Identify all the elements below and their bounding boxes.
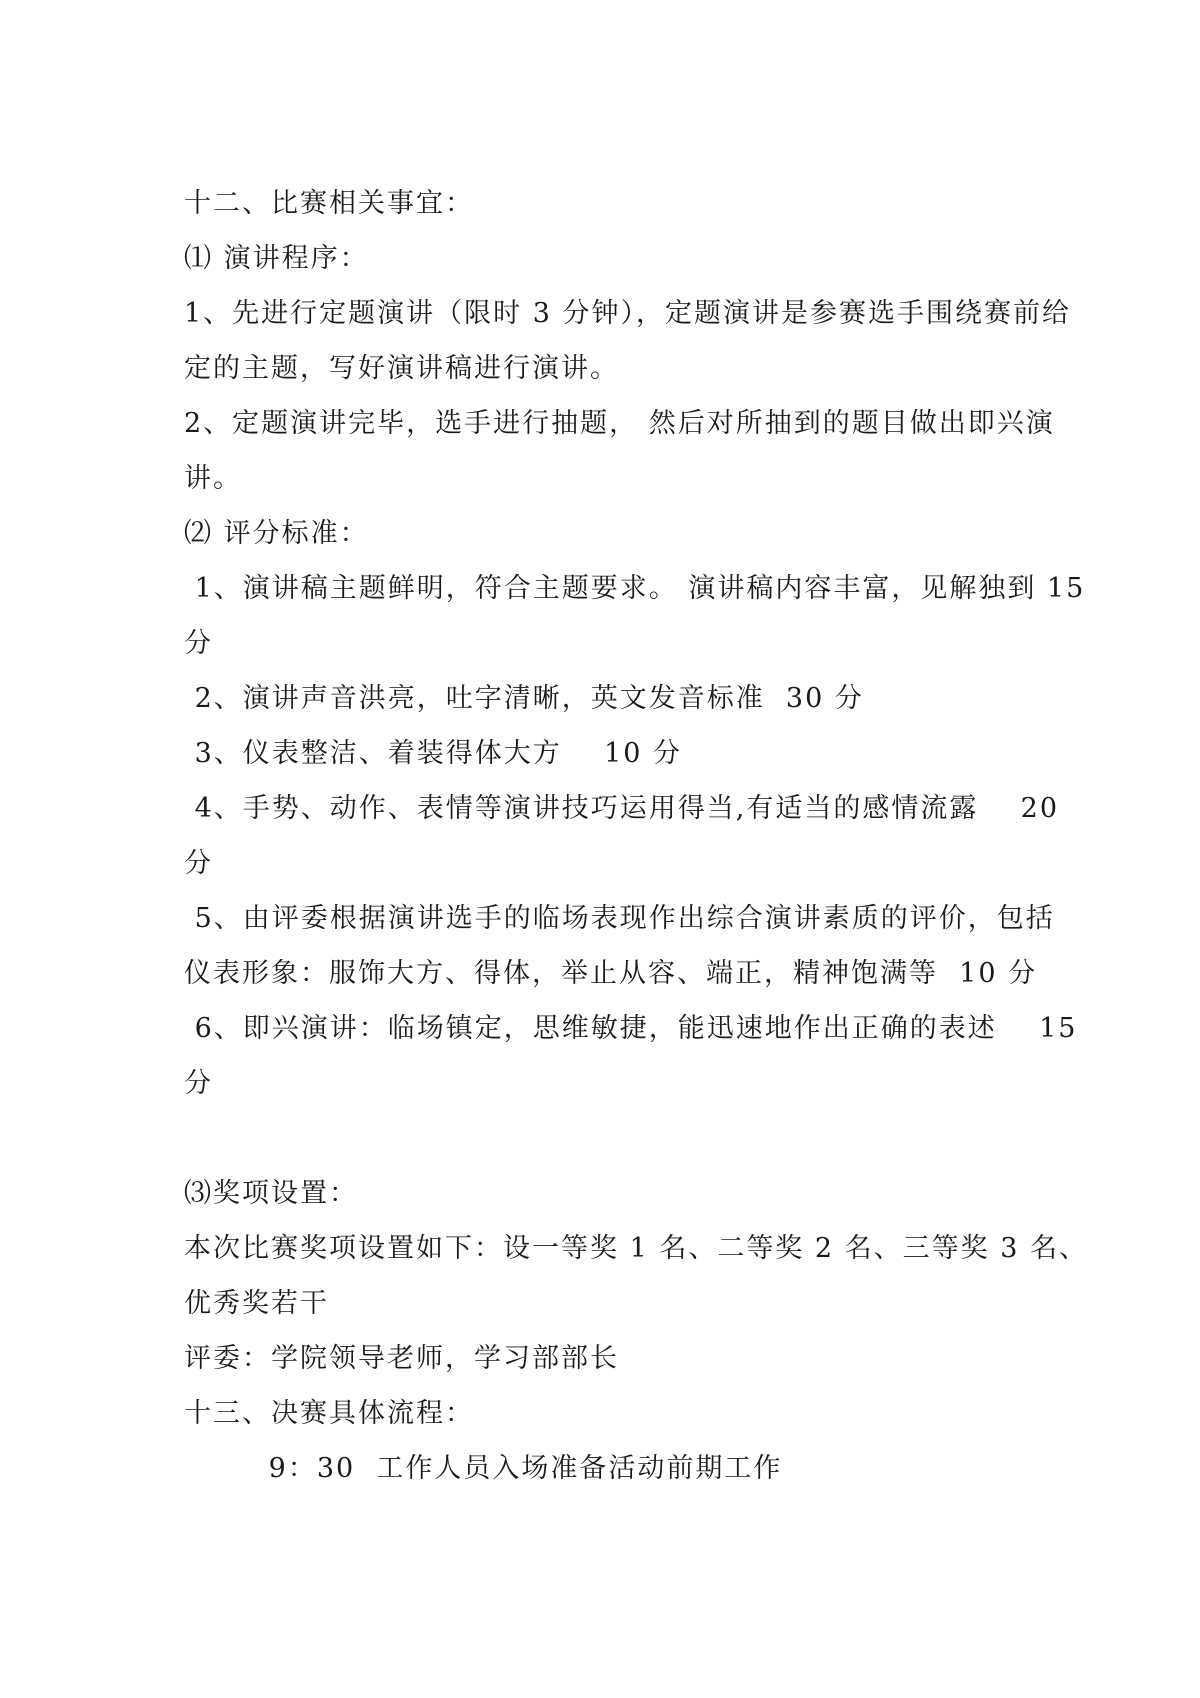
section-heading-12: 十二、比赛相关事宜： bbox=[184, 188, 474, 219]
procedure-item-2-cont: 讲。 bbox=[184, 463, 242, 494]
criteria-item-2: 2、演讲声音洪亮，吐字清晰，英文发音标准 30 分 bbox=[184, 683, 864, 714]
criteria-item-5: 5、由评委根据演讲选手的临场表现作出综合演讲素质的评价，包括 bbox=[184, 903, 1055, 934]
schedule-item-0930: 9：30 工作人员入场准备活动前期工作 bbox=[184, 1453, 783, 1484]
procedure-item-1-cont: 定的主题，写好演讲稿进行演讲。 bbox=[184, 353, 619, 384]
criteria-item-4-cont: 分 bbox=[184, 848, 213, 879]
awards-description-cont: 优秀奖若干 bbox=[184, 1288, 329, 1319]
criteria-item-4: 4、手势、动作、表情等演讲技巧运用得当,有适当的感情流露 20 bbox=[184, 793, 1060, 824]
awards-description: 本次比赛奖项设置如下：设一等奖 1 名、二等奖 2 名、三等奖 3 名、 bbox=[184, 1233, 1089, 1264]
subheading-speech-procedure: ⑴ 演讲程序： bbox=[184, 243, 369, 274]
subheading-award-settings: ⑶奖项设置： bbox=[184, 1178, 358, 1209]
section-heading-13: 十三、决赛具体流程： bbox=[184, 1398, 474, 1429]
criteria-item-1: 1、演讲稿主题鲜明，符合主题要求。 演讲稿内容丰富，见解独到 15 bbox=[184, 573, 1086, 604]
subheading-scoring-criteria: ⑵ 评分标准： bbox=[184, 518, 369, 549]
criteria-item-3: 3、仪表整洁、着装得体大方 10 分 bbox=[184, 738, 683, 769]
procedure-item-1: 1、先进行定题演讲（限时 3 分钟），定题演讲是参赛选手围绕赛前给 bbox=[184, 298, 1072, 329]
judges-line: 评委：学院领导老师，学习部部长 bbox=[184, 1343, 619, 1374]
criteria-item-1-cont: 分 bbox=[184, 628, 213, 659]
criteria-item-5-cont: 仪表形象：服饰大方、得体，举止从容、端正，精神饱满等 10 分 bbox=[184, 958, 1038, 989]
criteria-item-6-cont: 分 bbox=[184, 1068, 213, 1099]
criteria-item-6: 6、即兴演讲：临场镇定，思维敏捷，能迅速地作出正确的表述 15 bbox=[184, 1013, 1078, 1044]
procedure-item-2: 2、定题演讲完毕，选手进行抽题， 然后对所抽到的题目做出即兴演 bbox=[184, 408, 1055, 439]
